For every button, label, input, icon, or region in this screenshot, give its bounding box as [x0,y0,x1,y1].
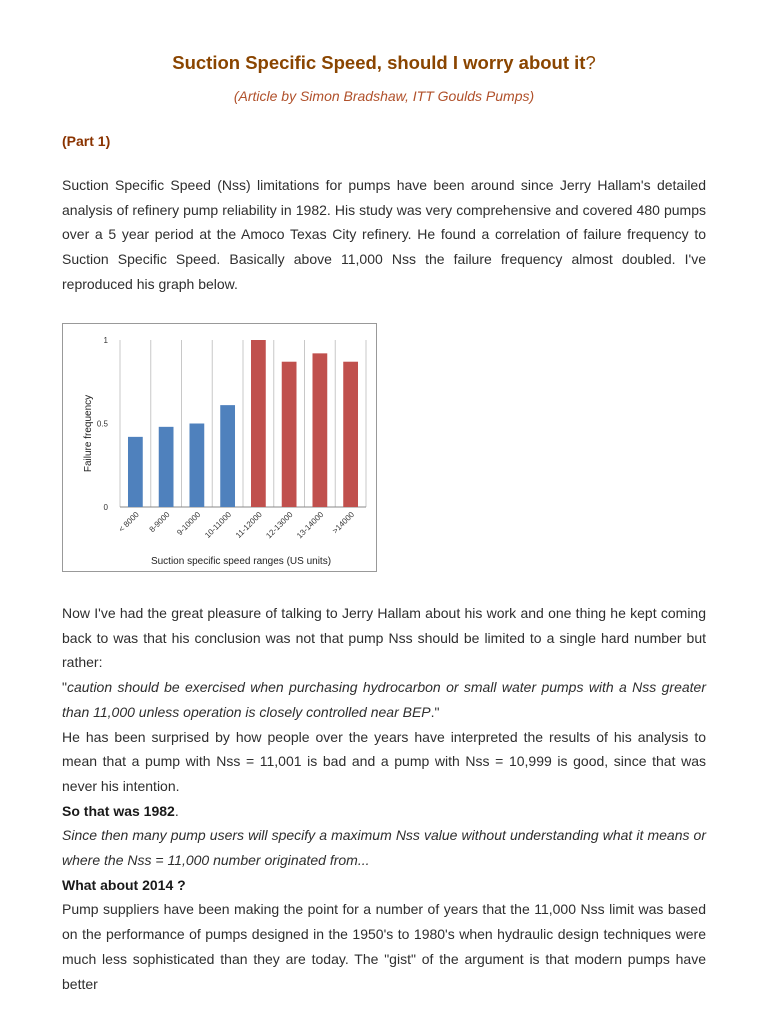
x-tick-label: < 8000 [116,510,141,534]
x-tick-label: 13-14000 [295,510,326,541]
x-tick-label: 10-11000 [203,510,234,540]
bar-12-13000 [282,362,297,507]
x-axis-label: Suction specific speed ranges (US units) [150,556,332,567]
paragraph-since-then: Since then many pump users will specify a maximum Nss value without understanding what it means or where the Nss = 11,000 number originated from... [62,827,706,869]
y-tick-label: 1 [103,336,108,345]
bar-< 8000 [128,437,143,507]
x-tick-label: 12-13000 [264,510,295,541]
bar-10-11000 [220,405,235,507]
heading-2014: What about 2014 ? [62,876,186,893]
quote-line: "caution should be exercised when purchasing hydrocarbon or small water pumps with a Nss greater than 11,000 unless operation is closely controlled near BEP." [62,679,706,720]
bar-8-9000 [159,427,174,507]
paragraph-suppliers: Pump suppliers have been making the point for a number of years that the 11,000 Nss limit was based on the performance of pumps designed in the 1950's to 1980's when hydraulic design techniques were much less sophisticated than they are today. The "gist" of the argument is that modern pumps have better [62,901,706,992]
paragraph-hallam: Now I've had the great pleasure of talking to Jerry Hallam about his work and one thing he kept coming back to was that his conclusion was not that pump Nss should be limited to a single hard number but rather: [62,605,706,671]
bar-13-14000 [312,353,327,507]
intro-paragraph: Suction Specific Speed (Nss) limitations for pumps have been around since Jerry Hallam's detailed analysis of refinery pump reliability in 1982. His study was very comprehensive and covered 480 pumps over a 5 year period at the Amoco Texas City refinery. He found a correlation of failure frequency to Suction Specific Speed. Basically above 11,000 Nss the failure frequency almost doubled. I've reproduced his graph below. [62,177,706,292]
failure-frequency-chart [62,323,377,572]
article-byline: (Article by Simon Bradshaw, ITT Goulds Pumps) [233,88,535,104]
hallam-quote: caution should be exercised when purchasing hydrocarbon or small water pumps with a Nss greater than 11,000 unless operation is closely controlled near BEP [62,679,706,720]
x-tick-label: 8-9000 [147,510,172,535]
bar-9-10000 [189,424,204,508]
y-tick-label: 0 [103,503,108,512]
heading-1982: So that was 1982. [62,802,179,819]
y-tick-label: 0.5 [96,419,108,429]
x-tick-label: 11-12000 [233,510,264,540]
bar-11-12000 [251,340,266,507]
x-tick-label: 9-10000 [175,510,203,538]
bar->14000 [343,362,358,507]
x-tick-label: >14000 [330,510,357,536]
body-text [62,601,706,996]
paragraph-interpretation: He has been surprised by how people over the years have interpreted the results of his analysis to mean that a pump with Nss = 11,001 is bad and a pump with Nss = 10,999 is good, since that was never his intention. [62,728,706,794]
y-axis-label: Failure frequency [83,394,94,473]
chart-svg [63,324,378,573]
article-title: Suction Specific Speed, should I worry about it? [172,52,596,73]
part-heading: (Part 1) [62,133,111,149]
